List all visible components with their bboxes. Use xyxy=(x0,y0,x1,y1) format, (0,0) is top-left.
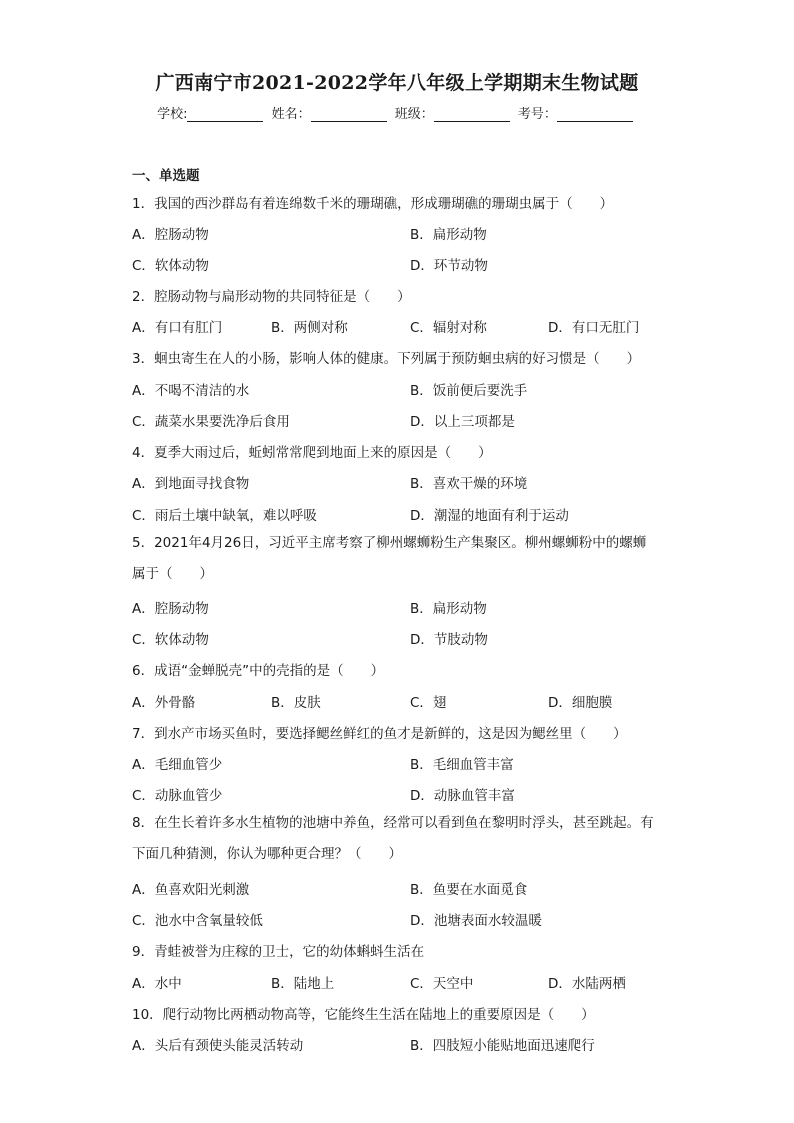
class-blank[interactable] xyxy=(434,108,510,122)
question-option: D．有口无肛门 xyxy=(548,320,640,336)
school-label: 学校: xyxy=(157,107,188,122)
question-option: B．皮肤 xyxy=(271,695,321,711)
question-option: D．水陆两栖 xyxy=(548,976,626,992)
question-option: D．潮湿的地面有利于运动 xyxy=(410,508,569,524)
school-blank[interactable] xyxy=(187,108,263,122)
question-stem: 6．成语“金蝉脱壳”中的壳指的是（ ） xyxy=(132,663,385,679)
question-option: B．扁形动物 xyxy=(410,227,487,243)
class-label: 班级： xyxy=(394,107,434,122)
question-option: A．腔肠动物 xyxy=(132,227,209,243)
question-option: C．翅 xyxy=(410,695,447,711)
question-option: C．蔬菜水果要洗净后食用 xyxy=(132,414,290,430)
question-option: D．动脉血管丰富 xyxy=(410,788,515,804)
question-option: A．到地面寻找食物 xyxy=(132,476,250,492)
question-option: B．喜欢干燥的环境 xyxy=(410,476,528,492)
name-label: 姓名： xyxy=(271,107,311,122)
question-option: B．毛细血管丰富 xyxy=(410,757,514,773)
question-option: C．辐射对称 xyxy=(410,320,487,336)
exam-number-label: 考号： xyxy=(517,107,557,122)
exam-title: 广西南宁市2021-2022学年八年级上学期期末生物试题 xyxy=(155,72,639,94)
name-blank[interactable] xyxy=(311,108,387,122)
question-option: B．扁形动物 xyxy=(410,601,487,617)
question-option: C．雨后土壤中缺氧，难以呼吸 xyxy=(132,508,317,524)
question-option: A．腔肠动物 xyxy=(132,601,209,617)
question-option: A．不喝不清洁的水 xyxy=(132,383,250,399)
question-option: D．以上三项都是 xyxy=(410,414,515,430)
question-option: B．饭前便后要洗手 xyxy=(410,383,528,399)
question-option: A．头后有颈使头能灵活转动 xyxy=(132,1038,304,1054)
question-stem: 1．我国的西沙群岛有着连绵数千米的珊瑚礁，形成珊瑚礁的珊瑚虫属于（ ） xyxy=(132,196,614,212)
question-option: C．软体动物 xyxy=(132,632,209,648)
question-option: A．鱼喜欢阳光刺激 xyxy=(132,882,250,898)
question-option: D．细胞膜 xyxy=(548,695,613,711)
question-option: B．陆地上 xyxy=(271,976,335,992)
question-option: C．天空中 xyxy=(410,976,474,992)
question-option: C．池水中含氧量较低 xyxy=(132,913,263,929)
question-stem: 4．夏季大雨过后，蚯蚓常常爬到地面上来的原因是（ ） xyxy=(132,445,492,461)
question-option: C．动脉血管少 xyxy=(132,788,223,804)
question-option: A．有口有肛门 xyxy=(132,320,223,336)
question-stem: 7．到水产市场买鱼时，要选择鳃丝鲜红的鱼才是新鲜的，这是因为鳃丝里（ ） xyxy=(132,726,627,742)
question-option: D．环节动物 xyxy=(410,258,488,274)
question-stem: 2．腔肠动物与扁形动物的共同特征是（ ） xyxy=(132,289,411,305)
question-option: B．四肢短小能贴地面迅速爬行 xyxy=(410,1038,595,1054)
question-option: B．鱼要在水面觅食 xyxy=(410,882,528,898)
question-option: C．软体动物 xyxy=(132,258,209,274)
question-stem: 5．2021年4月26日，习近平主席考察了柳州螺蛳粉生产集聚区。柳州螺蛳粉中的螺蛳属于（ ） xyxy=(132,535,647,582)
question-stem: 3．蛔虫寄生在人的小肠，影响人体的健康。下列属于预防蛔虫病的好习惯是（ ） xyxy=(132,351,641,367)
section-title: 一、单选题 xyxy=(132,168,200,184)
question-stem: 9．青蛙被誉为庄稼的卫士，它的幼体蝌蚪生活在 xyxy=(132,944,425,960)
question-stem: 10．爬行动物比两栖动物高等，它能终生生活在陆地上的重要原因是（ ） xyxy=(132,1007,595,1023)
question-option: D．节肢动物 xyxy=(410,632,488,648)
question-option: B．两侧对称 xyxy=(271,320,348,336)
exam-number-blank[interactable] xyxy=(557,108,633,122)
question-option: A．外骨骼 xyxy=(132,695,196,711)
student-info-line xyxy=(0,103,794,122)
question-option: A．毛细血管少 xyxy=(132,757,223,773)
question-option: A．水中 xyxy=(132,976,182,992)
question-option: D．池塘表面水较温暖 xyxy=(410,913,542,929)
question-stem: 8．在生长着许多水生植物的池塘中养鱼，经常可以看到鱼在黎明时浮头，甚至跳起。有下面几种猜测，你认为哪种更合理？（ ） xyxy=(132,815,654,862)
